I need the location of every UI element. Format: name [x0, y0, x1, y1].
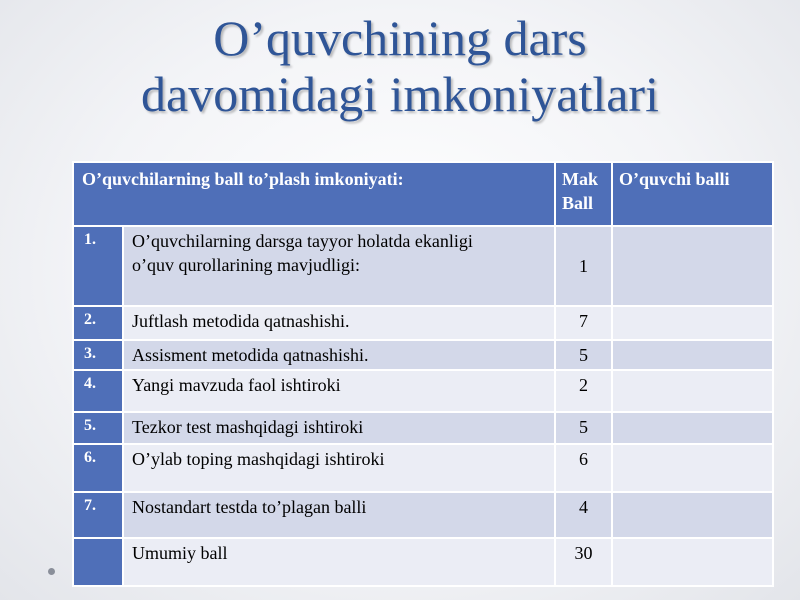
header-max-line-1: Mak [562, 169, 599, 189]
row-max-ball: 5 [555, 412, 612, 444]
row-number: 7. [73, 492, 123, 538]
total-max-ball: 30 [555, 538, 612, 586]
row-criteria: Nostandart testda to’plagan balli [123, 492, 555, 538]
row-number: 4. [73, 370, 123, 412]
row-number: 5. [73, 412, 123, 444]
table-row [73, 370, 773, 412]
row-criteria: Tezkor test mashqidagi ishtiroki [123, 412, 555, 444]
table-row [73, 444, 773, 492]
table-row [73, 492, 773, 538]
row-max-ball: 5 [555, 340, 612, 370]
total-label: Umumiy ball [123, 538, 555, 586]
score-table [72, 161, 774, 587]
table-row [73, 226, 773, 306]
row-max-ball: 2 [555, 370, 612, 412]
header-max-ball [555, 162, 612, 226]
row-number-empty [73, 538, 123, 586]
row-criteria: Assisment metodida qatnashishi. [123, 340, 555, 370]
row-number: 2. [73, 306, 123, 340]
header-student-ball: O’quvchi balli [612, 162, 773, 226]
row-number: 3. [73, 340, 123, 370]
bullet-dot [48, 568, 55, 575]
row-student-ball[interactable] [612, 492, 773, 538]
row-student-ball[interactable] [612, 340, 773, 370]
header-criteria: O’quvchilarning ball to’plash imkoniyati: [73, 162, 555, 226]
table-header-row [73, 162, 773, 226]
row-max-ball: 6 [555, 444, 612, 492]
row-student-ball[interactable] [612, 370, 773, 412]
table-total-row [73, 538, 773, 586]
header-max-line-2: Ball [562, 193, 594, 213]
total-student-ball[interactable] [612, 538, 773, 586]
table-row [73, 412, 773, 444]
row-criteria [123, 226, 555, 306]
row-student-ball[interactable] [612, 306, 773, 340]
row-max-ball: 7 [555, 306, 612, 340]
slide-title [0, 10, 800, 122]
row-criteria: Yangi mavzuda faol ishtiroki [123, 370, 555, 412]
table-row [73, 306, 773, 340]
row-max-ball: 4 [555, 492, 612, 538]
row-student-ball[interactable] [612, 444, 773, 492]
row-criteria-line-2: o’quv qurollarining mavjudligi: [132, 255, 360, 275]
row-student-ball[interactable] [612, 412, 773, 444]
slide-title-line-2: davomidagi imkoniyatlari [141, 66, 659, 122]
row-student-ball[interactable] [612, 226, 773, 306]
table-row [73, 340, 773, 370]
row-number: 1. [73, 226, 123, 306]
row-number: 6. [73, 444, 123, 492]
row-max-ball: 1 [555, 226, 612, 306]
slide-title-line-1: O’quvchining dars [213, 10, 587, 66]
row-criteria: O’ylab toping mashqidagi ishtiroki [123, 444, 555, 492]
row-criteria: Juftlash metodida qatnashishi. [123, 306, 555, 340]
row-criteria-line-1: O’quvchilarning darsga tayyor holatda ekanligi [132, 231, 473, 251]
